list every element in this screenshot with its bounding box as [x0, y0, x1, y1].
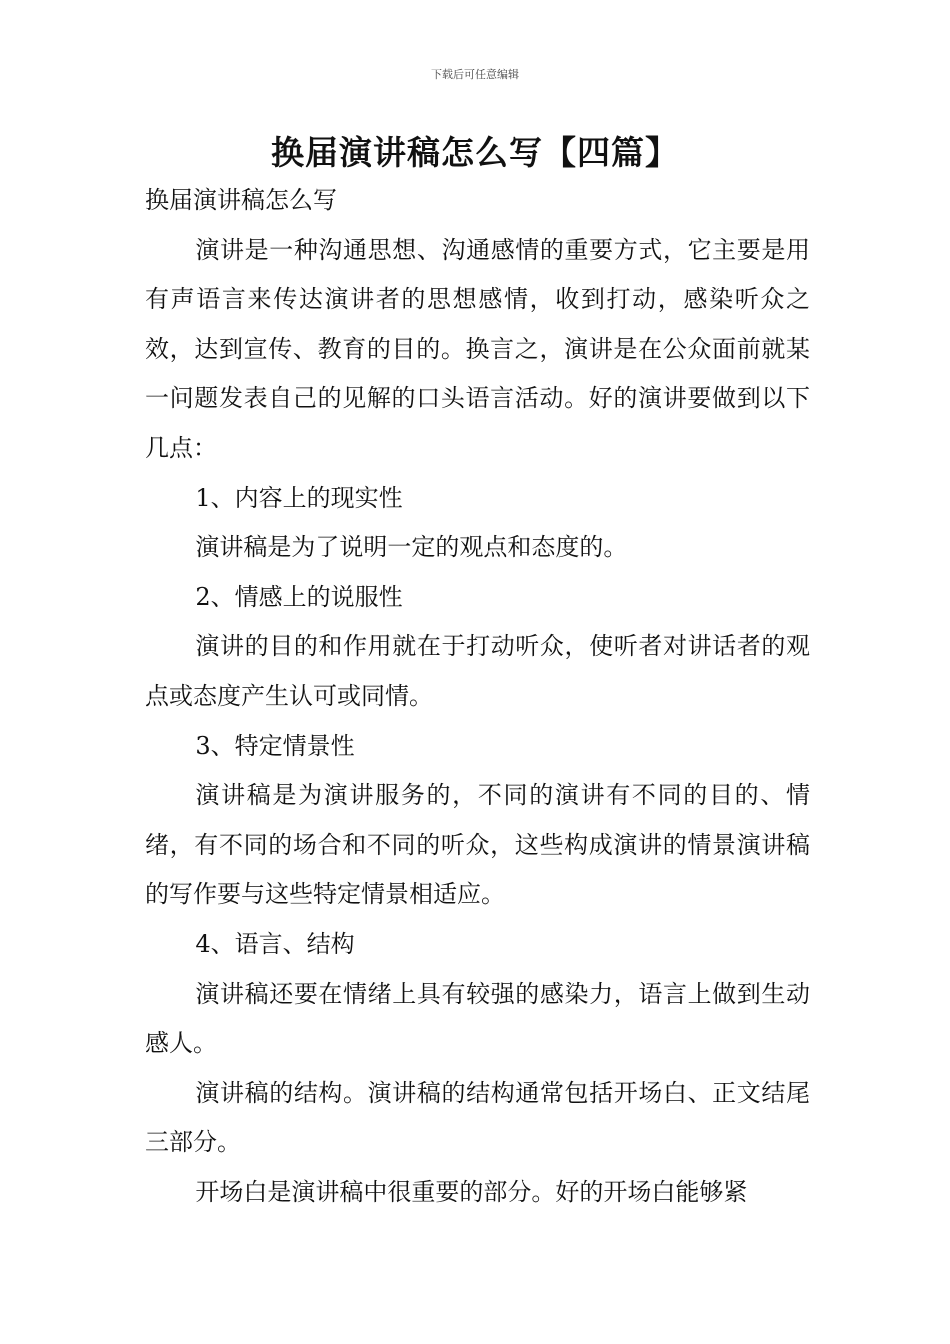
point-heading-4: 4、语言、结构 [195, 929, 355, 958]
section-heading: 换届演讲稿怎么写 [145, 186, 337, 214]
point-heading-3: 3、特定情景性 [195, 731, 355, 760]
document-body [145, 176, 810, 1217]
paragraph-intro: 演讲是一种沟通思想、沟通感情的重要方式，它主要是用有声语言来传达演讲者的思想感情，收到打动，感染听众之效，达到宣传、教育的目的。换言之，演讲是在公众面前就某一问题发表自己的见解的口头语言活动。好的演讲要做到以下几点： [145, 235, 810, 462]
document-title: 换届演讲稿怎么写【四篇】 [271, 133, 679, 172]
paragraph-point-4: 演讲稿还要在情绪上具有较强的感染力，语言上做到生动感人。 [145, 979, 810, 1058]
paragraph-structure: 演讲稿的结构。演讲稿的结构通常包括开场白、正文结尾三部分。 [145, 1078, 810, 1157]
paragraph-opening: 开场白是演讲稿中很重要的部分。好的开场白能够紧 [195, 1177, 748, 1206]
point-heading-1: 1、内容上的现实性 [195, 483, 403, 512]
point-heading-2: 2、情感上的说服性 [195, 582, 403, 611]
header-note: 下载后可任意编辑 [431, 68, 519, 81]
paragraph-point-3: 演讲稿是为演讲服务的，不同的演讲有不同的目的、情绪，有不同的场合和不同的听众，这些构成演讲的情景演讲稿的写作要与这些特定情景相适应。 [145, 781, 810, 909]
paragraph-point-2: 演讲的目的和作用就在于打动听众，使听者对讲话者的观点或态度产生认可或同情。 [145, 632, 810, 710]
paragraph-point-1: 演讲稿是为了说明一定的观点和态度的。 [195, 533, 628, 562]
